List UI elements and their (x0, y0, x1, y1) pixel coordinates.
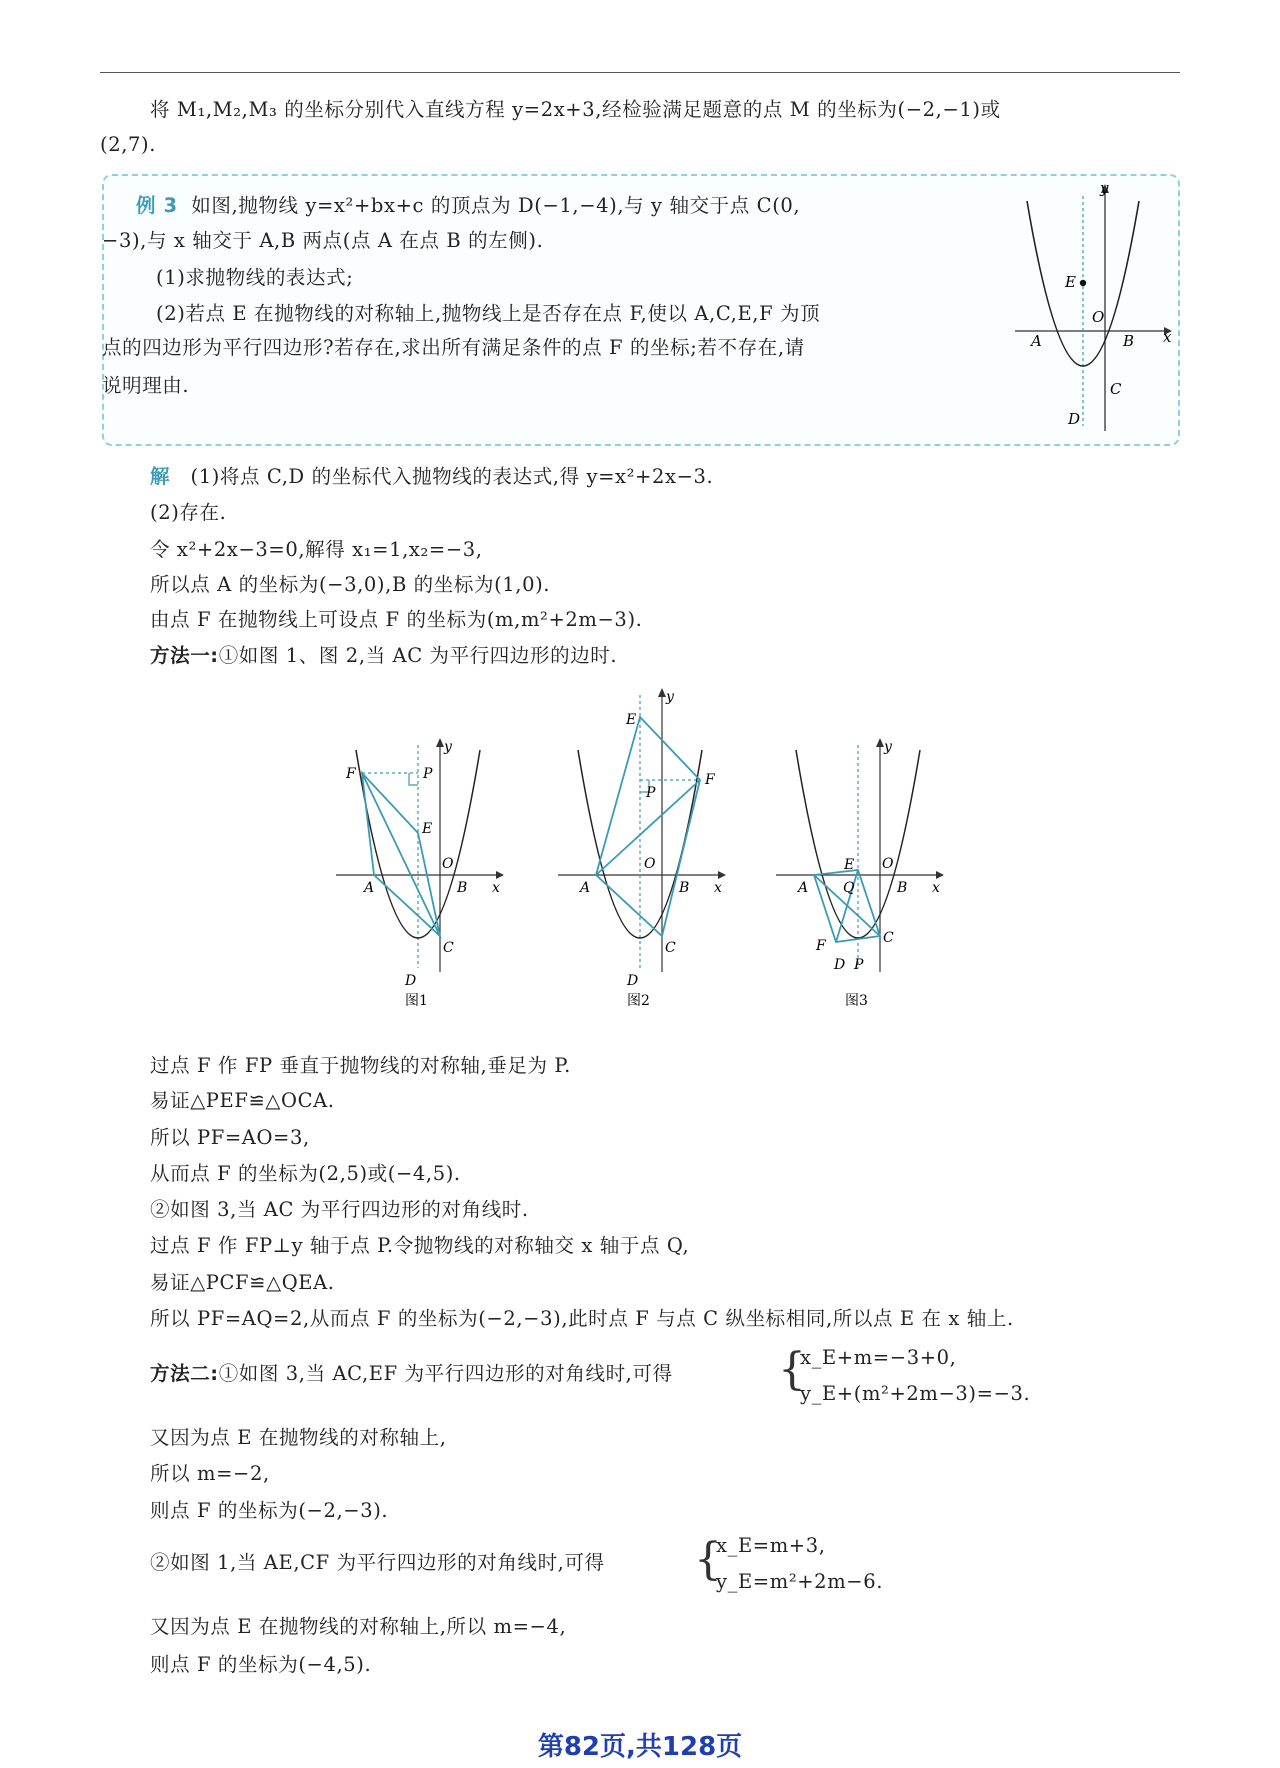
intro-line-2: (2,7). (100, 133, 157, 156)
solution-line-3: 令 x²+2x−3=0,解得 x₁=1,x₂=−3, (150, 538, 483, 561)
fig-label-e: E (1065, 273, 1076, 291)
example-line-2: −3),与 x 轴交于 A,B 两点(点 A 在点 B 的左侧). (102, 229, 544, 252)
system-brace-1: { (778, 1344, 806, 1395)
method1-p8: 所以 PF=AQ=2,从而点 F 的坐标为(−2,−3),此时点 F 与点 C 纵坐标相同,所以点 E 在 x 轴上. (150, 1307, 1014, 1330)
svg-text:C: C (665, 940, 676, 956)
page-indicator: 第82页,共128页 (537, 1732, 743, 1762)
method2-heading: 方法二:①如图 3,当 AC,EF 为平行四边形的对角线时,可得 (150, 1362, 673, 1385)
fig-label-o: O (1092, 308, 1105, 326)
method2-r3: 则点 F 的坐标为(−4,5). (150, 1653, 372, 1676)
fig-label-y: y (1100, 179, 1109, 197)
svg-text:C: C (443, 940, 454, 956)
svg-text:E: E (422, 821, 433, 837)
system-brace-2: { (694, 1534, 722, 1585)
svg-text:B: B (679, 880, 690, 896)
method1-heading: 方法一:①如图 1、图 2,当 AC 为平行四边形的边时. (150, 644, 618, 667)
fig-label-d: D (1068, 410, 1081, 428)
system-2-eq-1: x_E=m+3, (716, 1534, 826, 1557)
solution-line-4: 所以点 A 的坐标为(−3,0),B 的坐标为(1,0). (150, 573, 551, 596)
svg-text:B: B (457, 880, 468, 896)
example-q2-line-2: 点的四边形为平行四边形?若存在,求出所有满足条件的点 F 的坐标;若不存在,请 (102, 336, 805, 359)
fig-label-x: x (1163, 328, 1172, 346)
figure-caption-2: 图2 (627, 993, 650, 1009)
method1-p2: 易证△PEF≌△OCA. (150, 1089, 335, 1112)
example-q1: (1)求抛物线的表达式; (156, 266, 354, 289)
example-line-1: 例 3 如图,抛物线 y=x²+bx+c 的顶点为 D(−1,−4),与 y 轴交于点 C(0, (136, 194, 801, 217)
top-rule (100, 72, 1180, 73)
svg-text:x: x (932, 880, 940, 896)
method1-p7: 易证△PCF≌△QEA. (150, 1271, 335, 1294)
system-1-eq-1: x_E+m=−3+0, (800, 1346, 957, 1369)
example-figure (1010, 176, 1175, 438)
svg-text:D: D (627, 973, 639, 989)
figure-caption-3: 图3 (845, 993, 868, 1009)
svg-text:C: C (883, 930, 894, 946)
svg-text:D: D (405, 973, 417, 989)
svg-text:O: O (882, 856, 894, 872)
svg-text:y: y (444, 739, 452, 755)
svg-text:E: E (844, 857, 855, 873)
figure-1 (336, 738, 504, 1009)
method2-r2: 又因为点 E 在抛物线的对称轴上,所以 m=−4, (150, 1615, 567, 1638)
fig-label-b: B (1123, 332, 1135, 350)
method2-q2: 所以 m=−2, (150, 1462, 270, 1485)
svg-text:y: y (884, 739, 892, 755)
svg-text:x: x (492, 880, 500, 896)
example-label: 例 3 (136, 194, 178, 217)
svg-text:Q: Q (843, 880, 855, 896)
fig-label-a: A (1031, 332, 1042, 350)
method2-r1: ②如图 1,当 AE,CF 为平行四边形的对角线时,可得 (150, 1551, 605, 1574)
solution-line-1: 解 (1)将点 C,D 的坐标代入抛物线的表达式,得 y=x²+2x−3. (150, 465, 714, 488)
method1-p5: ②如图 3,当 AC 为平行四边形的对角线时. (150, 1198, 529, 1221)
svg-text:A: A (364, 880, 375, 896)
svg-text:A: A (580, 880, 591, 896)
solution-line-5: 由点 F 在抛物线上可设点 F 的坐标为(m,m²+2m−3). (150, 608, 643, 631)
svg-text:P: P (423, 766, 433, 782)
system-2-eq-2: y_E=m²+2m−6. (716, 1570, 884, 1593)
figures-row (330, 680, 970, 1010)
svg-text:y: y (666, 689, 674, 705)
svg-text:A: A (798, 880, 809, 896)
svg-text:O: O (442, 856, 454, 872)
method1-p1: 过点 F 作 FP 垂直于抛物线的对称轴,垂足为 P. (150, 1054, 571, 1077)
intro-line-1: 将 M₁,M₂,M₃ 的坐标分别代入直线方程 y=2x+3,经检验满足题意的点 M 的坐标为(−2,−1)或 (150, 98, 1001, 121)
svg-text:F: F (346, 766, 356, 782)
method2-q1: 又因为点 E 在抛物线的对称轴上, (150, 1426, 447, 1449)
svg-text:P: P (646, 785, 656, 801)
example-q2-line-1: (2)若点 E 在抛物线的对称轴上,抛物线上是否存在点 F,使以 A,C,E,F 为顶 (156, 302, 821, 325)
svg-text:O: O (644, 856, 656, 872)
svg-text:B: B (897, 880, 908, 896)
svg-text:F: F (705, 772, 715, 788)
solution-line-2: (2)存在. (150, 501, 227, 524)
method1-p4: 从而点 F 的坐标为(2,5)或(−4,5). (150, 1162, 461, 1185)
figure-2 (558, 688, 726, 1009)
figure-caption-1: 图1 (405, 993, 428, 1009)
fig-label-c: C (1110, 380, 1122, 398)
svg-text:F: F (816, 938, 826, 954)
figure-3 (776, 738, 944, 1009)
solution-label: 解 (150, 465, 171, 488)
svg-text:x: x (714, 880, 722, 896)
method2-q3: 则点 F 的坐标为(−2,−3). (150, 1499, 389, 1522)
svg-text:D: D (834, 957, 846, 973)
svg-text:E: E (626, 712, 637, 728)
method1-p3: 所以 PF=AO=3, (150, 1126, 310, 1149)
example-q2-line-3: 说明理由. (102, 374, 190, 397)
system-1-eq-2: y_E+(m²+2m−3)=−3. (800, 1382, 1031, 1405)
svg-text:P: P (854, 957, 864, 973)
method1-p6: 过点 F 作 FP⊥y 轴于点 P.令抛物线的对称轴交 x 轴于点 Q, (150, 1234, 690, 1257)
